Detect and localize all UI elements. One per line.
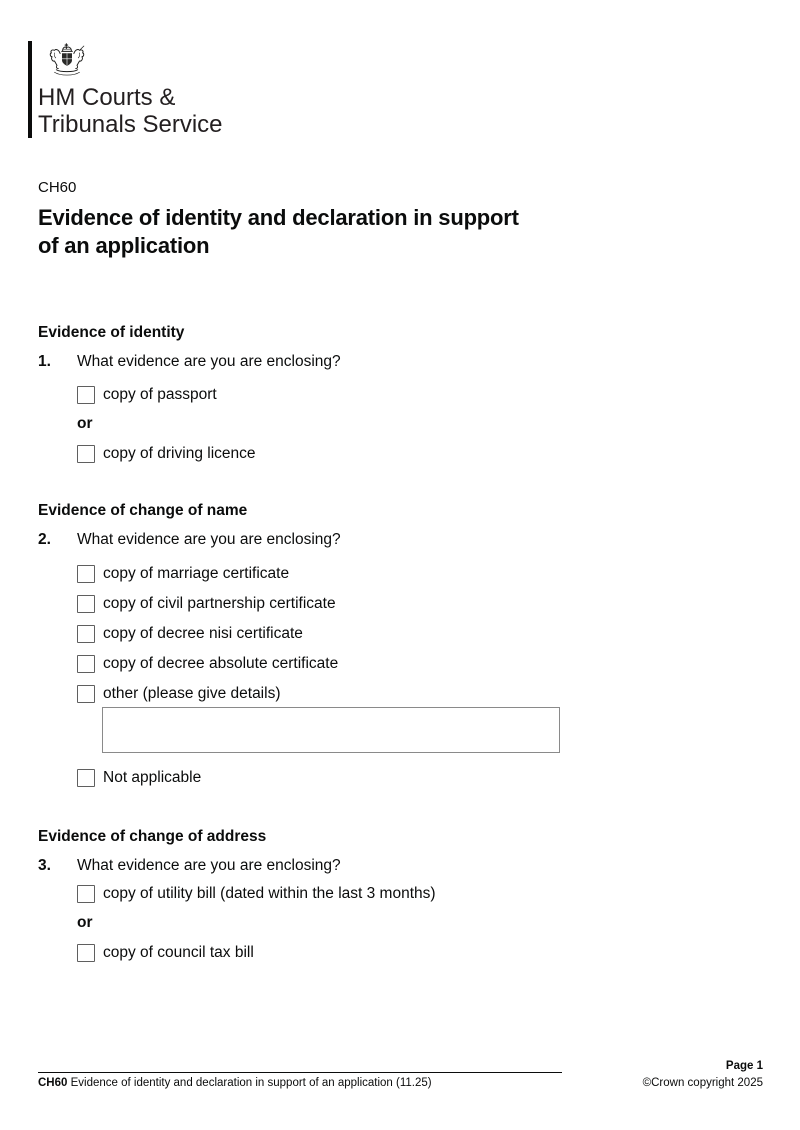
section-evidence-of-change-of-name xyxy=(38,502,748,799)
option-label: copy of decree absolute certificate xyxy=(103,655,339,672)
checkbox-copy-of-driving-licence[interactable] xyxy=(77,445,95,463)
question-text: What evidence are you are enclosing? xyxy=(77,857,341,874)
org-name-line2: Tribunals Service xyxy=(38,111,223,138)
other-details-input[interactable] xyxy=(102,707,560,753)
royal-coat-of-arms-icon xyxy=(47,42,87,80)
org-name-line1: HM Courts & xyxy=(38,84,176,111)
section-heading: Evidence of change of name xyxy=(38,502,248,519)
checkbox-decree-nisi-certificate[interactable] xyxy=(77,625,95,643)
logo-vertical-bar xyxy=(28,41,32,138)
option-label: Not applicable xyxy=(103,769,202,786)
option-row xyxy=(77,625,748,643)
section-evidence-of-change-of-address xyxy=(38,828,748,975)
footer-rule xyxy=(38,1072,562,1073)
checkbox-not-applicable[interactable] xyxy=(77,769,95,787)
checkbox-decree-absolute-certificate[interactable] xyxy=(77,655,95,673)
option-row xyxy=(77,685,748,703)
option-label: copy of marriage certificate xyxy=(103,565,290,582)
option-label: other (please give details) xyxy=(103,685,281,702)
option-label: copy of passport xyxy=(103,386,217,403)
checkbox-other[interactable] xyxy=(77,685,95,703)
page-footer xyxy=(38,1060,763,1090)
option-row xyxy=(77,655,748,673)
footer-form-title xyxy=(38,1077,432,1090)
options-group xyxy=(77,565,748,787)
option-row xyxy=(77,565,748,583)
question-text: What evidence are you are enclosing? xyxy=(77,531,341,548)
checkbox-utility-bill[interactable] xyxy=(77,885,95,903)
copyright-notice: ©Crown copyright 2025 xyxy=(642,1077,763,1089)
question-number: 2. xyxy=(38,531,51,548)
question-text: What evidence are you are enclosing? xyxy=(77,353,341,370)
page-number: Page 1 xyxy=(725,1060,763,1072)
option-row xyxy=(77,445,748,463)
checkbox-copy-of-passport[interactable] xyxy=(77,386,95,404)
hmcts-logo xyxy=(28,40,223,138)
or-separator: or xyxy=(77,914,93,931)
option-label: copy of utility bill (dated within the last 3 months) xyxy=(103,885,436,902)
option-row xyxy=(77,944,748,962)
footer-form-description: Evidence of identity and declaration in support of an application (11.25) xyxy=(70,1077,432,1089)
question-number: 3. xyxy=(38,857,51,874)
option-row xyxy=(77,386,748,404)
checkbox-council-tax-bill[interactable] xyxy=(77,944,95,962)
options-group xyxy=(77,386,748,463)
section-heading: Evidence of change of address xyxy=(38,828,267,845)
option-label: copy of civil partnership certificate xyxy=(103,595,336,612)
option-label: copy of driving licence xyxy=(103,445,256,462)
or-separator: or xyxy=(77,415,93,432)
footer-form-ref: CH60 xyxy=(38,1077,68,1089)
form-number: CH60 xyxy=(38,179,77,196)
question-row xyxy=(38,531,748,549)
question-row xyxy=(38,353,748,371)
option-row xyxy=(77,595,748,613)
page-title: Evidence of identity and declaration in support of an application xyxy=(38,205,519,258)
question-row xyxy=(38,857,748,875)
option-label: copy of decree nisi certificate xyxy=(103,625,303,642)
option-row xyxy=(77,885,748,903)
option-row xyxy=(77,769,748,787)
options-group xyxy=(77,885,748,962)
section-evidence-of-identity xyxy=(38,324,748,476)
question-number: 1. xyxy=(38,353,51,370)
checkbox-marriage-certificate[interactable] xyxy=(77,565,95,583)
checkbox-civil-partnership-certificate[interactable] xyxy=(77,595,95,613)
section-heading: Evidence of identity xyxy=(38,324,185,341)
option-label: copy of council tax bill xyxy=(103,944,254,961)
